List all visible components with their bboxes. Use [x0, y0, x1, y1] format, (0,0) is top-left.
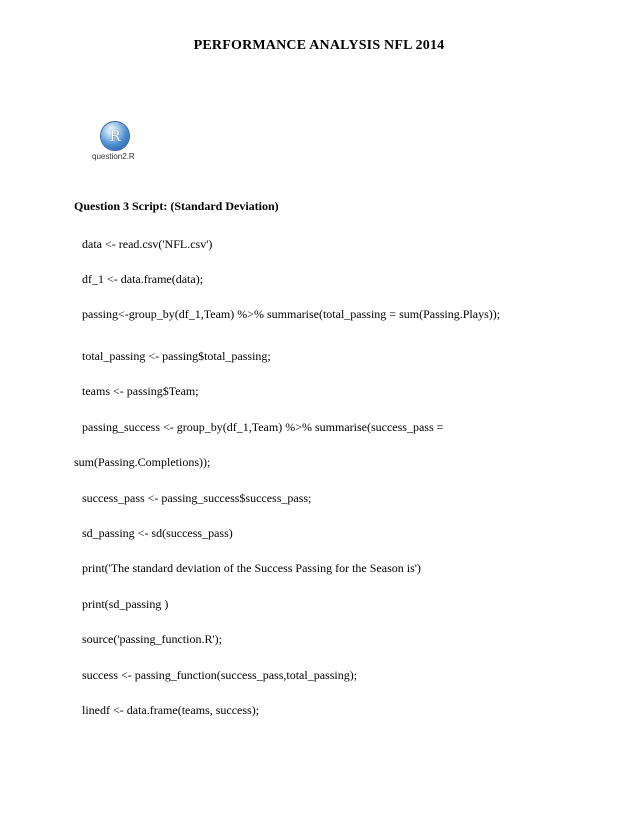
code-line: data <- read.csv('NFL.csv') — [82, 237, 213, 251]
code-line: df_1 <- data.frame(data); — [82, 272, 204, 286]
code-line: total_passing <- passing$total_passing; — [82, 349, 271, 363]
code-line: sd_passing <- sd(success_pass) — [82, 526, 233, 540]
code-line: passing_success <- group_by(df_1,Team) %>% summarise(success_pass = — [82, 420, 444, 434]
r-logo-letter: R — [109, 126, 121, 145]
code-line: teams <- passing$Team; — [82, 384, 199, 398]
section-heading: Question 3 Script: (Standard Deviation) — [74, 199, 279, 213]
attachment-r-file[interactable] — [88, 122, 148, 166]
document-title: PERFORMANCE ANALYSIS NFL 2014 — [193, 38, 445, 53]
code-line: linedf <- data.frame(teams, success); — [82, 703, 260, 717]
code-line: success_pass <- passing_success$success_pass; — [82, 491, 312, 505]
r-file-icon — [101, 122, 129, 150]
code-line: passing<-group_by(df_1,Team) %>% summarise(total_passing = sum(Passing.Plays)); — [82, 307, 501, 321]
code-line: sum(Passing.Completions)); — [74, 455, 211, 469]
code-line: success <- passing_function(success_pass,total_passing); — [82, 668, 358, 682]
code-line: print(sd_passing ) — [82, 597, 169, 611]
code-line: print('The standard deviation of the Success Passing for the Season is') — [82, 561, 421, 575]
code-line: source('passing_function.R'); — [82, 632, 222, 646]
attachment-filename: question2.R — [92, 152, 135, 161]
